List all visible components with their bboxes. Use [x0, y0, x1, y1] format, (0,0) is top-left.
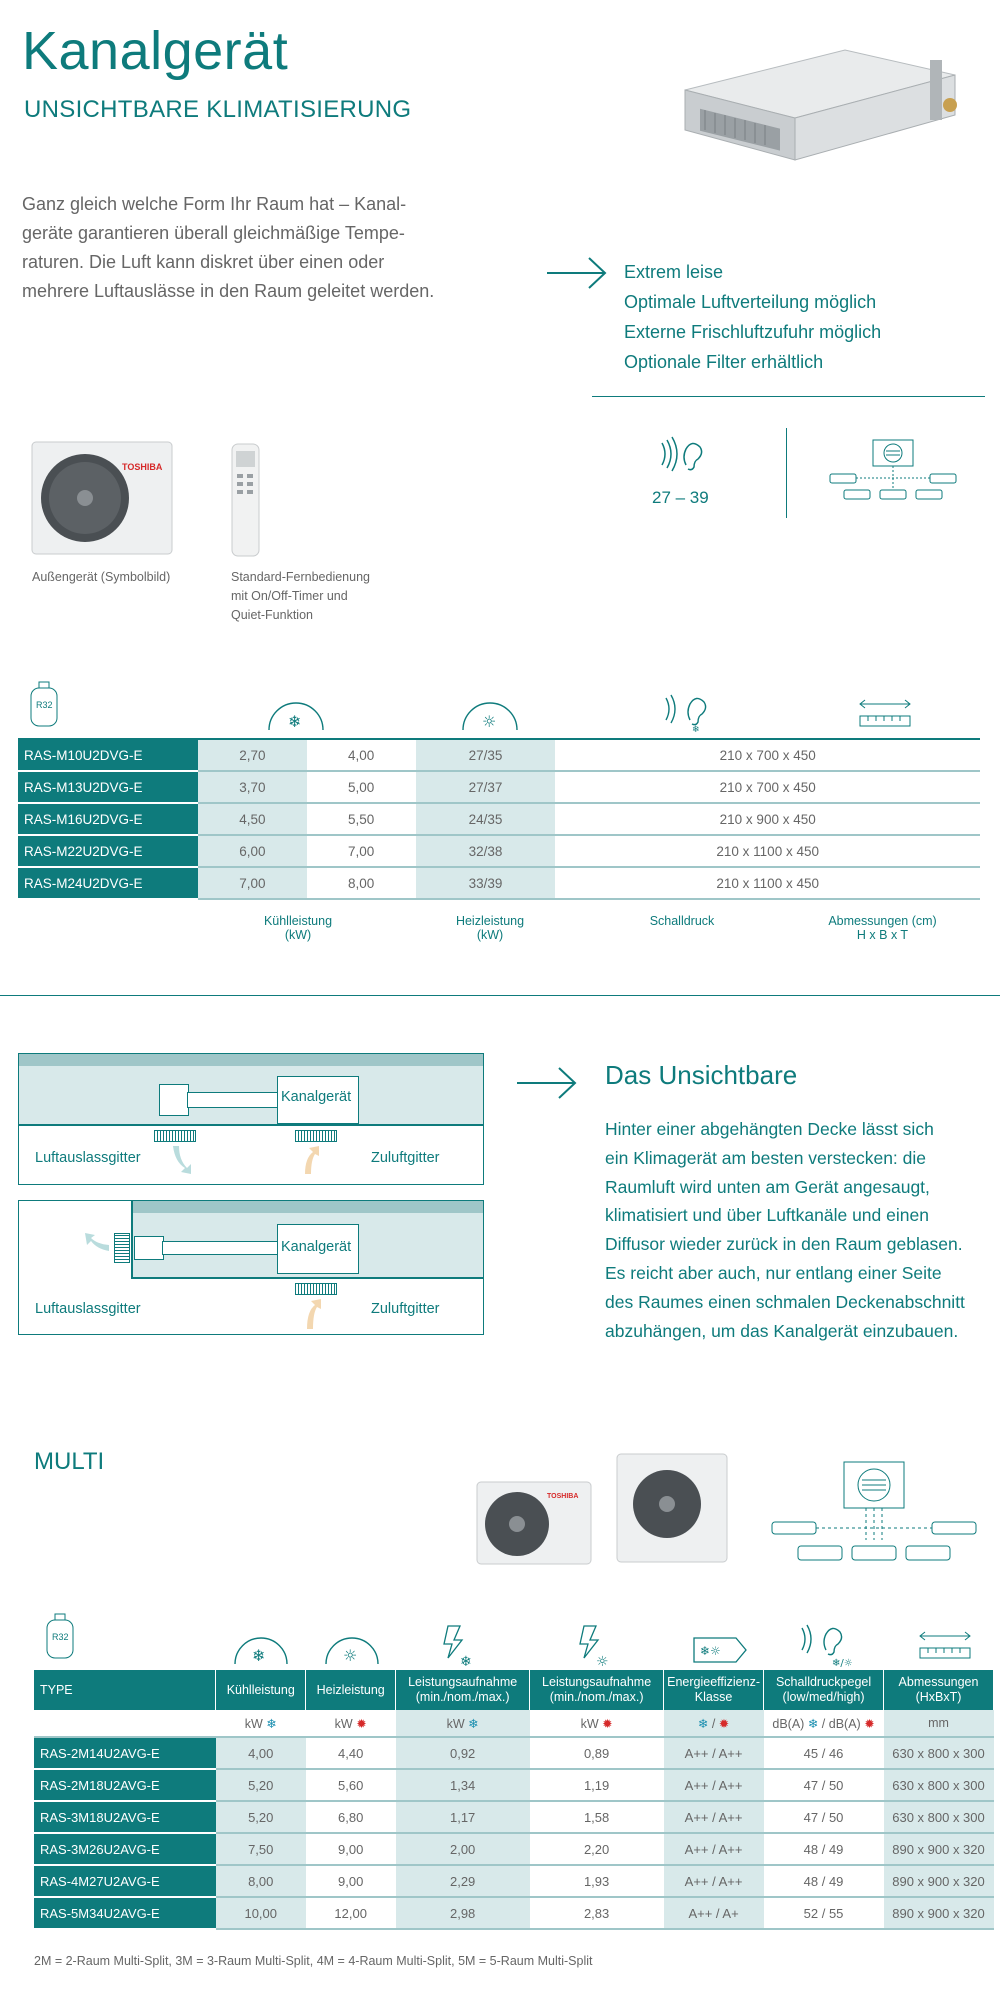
outdoor-unit-small-image	[475, 1478, 595, 1568]
cell-model: RAS-M10U2DVG-E	[18, 739, 198, 771]
cell-ph: 1,19	[530, 1769, 664, 1801]
refrigerant-label: R32	[52, 1632, 69, 1642]
section-divider	[0, 995, 1000, 996]
vertical-divider	[786, 428, 787, 518]
cell-dims: 210 x 1100 x 450	[555, 867, 980, 899]
feature-item: Externe Frischluftzufuhr möglich	[624, 322, 882, 342]
cell-dims: 210 x 700 x 450	[555, 739, 980, 771]
cell-ph: 2,83	[530, 1897, 664, 1929]
header-power-heating: Leistungsaufnahme (min./nom./max.)	[530, 1670, 664, 1710]
cell-cool: 5,20	[216, 1769, 306, 1801]
cell-dims: 890 x 900 x 320	[884, 1865, 994, 1897]
table-row	[18, 835, 980, 867]
cell-dims: 210 x 900 x 450	[555, 803, 980, 835]
svg-text:❄☼: ❄☼	[700, 1644, 721, 1658]
table-row	[34, 1737, 994, 1769]
multi-product-table	[34, 1670, 994, 1930]
cell-cool: 4,00	[216, 1737, 306, 1769]
cell-noise: 45 / 46	[764, 1737, 884, 1769]
cell-model: RAS-3M18U2AVG-E	[34, 1801, 216, 1833]
cell-model: RAS-M22U2DVG-E	[18, 835, 198, 867]
cell-heat: 7,00	[307, 835, 416, 867]
arrow-right-icon	[545, 255, 610, 291]
page-title: Kanalgerät	[22, 21, 289, 81]
cell-dims: 630 x 800 x 300	[884, 1801, 994, 1833]
air-out-arrow-icon	[169, 1144, 193, 1176]
cell-cool: 6,00	[198, 835, 307, 867]
header-type: TYPE	[34, 1670, 216, 1710]
cell-noise: 24/35	[416, 803, 556, 835]
header-power-cooling: Leistungsaufnahme (min./nom./max.)	[396, 1670, 530, 1710]
power-heating-icon	[576, 1624, 616, 1668]
unit-label: Kanalgerät	[281, 1089, 352, 1105]
svg-text:☼: ☼	[596, 1654, 609, 1668]
cell-pc: 2,29	[396, 1865, 530, 1897]
multi-split-distribution-icon	[770, 1460, 978, 1568]
cell-cool: 7,00	[198, 867, 307, 899]
cell-model: RAS-3M26U2AVG-E	[34, 1833, 216, 1865]
sound-ear-icon	[796, 1620, 856, 1668]
cell-model: RAS-4M27U2AVG-E	[34, 1865, 216, 1897]
units-row	[34, 1710, 994, 1737]
cell-noise: 52 / 55	[764, 1897, 884, 1929]
unit-power-cooling: kW ❄	[396, 1710, 530, 1737]
cell-model: RAS-M24U2DVG-E	[18, 867, 198, 899]
cell-pc: 1,34	[396, 1769, 530, 1801]
unit-heating: kW ✹	[306, 1710, 396, 1737]
table-row	[34, 1833, 994, 1865]
cell-pc: 0,92	[396, 1737, 530, 1769]
table-row	[34, 1897, 994, 1929]
cell-heat: 8,00	[307, 867, 416, 899]
column-label-noise: Schalldruck	[649, 914, 715, 928]
cell-heat: 5,60	[306, 1769, 396, 1801]
cell-heat: 12,00	[306, 1897, 396, 1929]
cell-model: RAS-M13U2DVG-E	[18, 771, 198, 803]
cell-model: RAS-5M34U2AVG-E	[34, 1897, 216, 1929]
cell-ph: 1,93	[530, 1865, 664, 1897]
cell-heat: 4,00	[307, 739, 416, 771]
table-row	[34, 1801, 994, 1833]
feature-item: Optionale Filter erhältlich	[624, 352, 824, 372]
cell-heat: 9,00	[306, 1833, 396, 1865]
outdoor-unit-large-image	[615, 1452, 729, 1564]
cell-heat: 4,40	[306, 1737, 396, 1769]
heating-gauge-icon	[323, 1632, 381, 1666]
cooling-gauge-icon	[266, 698, 326, 732]
cell-ph: 0,89	[530, 1737, 664, 1769]
cell-cool: 10,00	[216, 1897, 306, 1929]
cell-noise: 48 / 49	[764, 1865, 884, 1897]
svg-text:❄: ❄	[460, 1654, 472, 1668]
header-cooling: Kühlleistung	[216, 1670, 306, 1710]
cell-dims: 890 x 900 x 320	[884, 1833, 994, 1865]
header-dimensions: Abmessungen (HxBxT)	[884, 1670, 994, 1710]
unit-cooling: kW ❄	[216, 1710, 306, 1737]
cell-heat: 6,80	[306, 1801, 396, 1833]
noise-range: 27 – 39	[652, 488, 709, 507]
cell-ph: 1,58	[530, 1801, 664, 1833]
brand-logo: TOSHIBA	[122, 462, 163, 472]
table-row	[34, 1769, 994, 1801]
cell-model: RAS-2M18U2AVG-E	[34, 1769, 216, 1801]
energy-label-icon	[692, 1636, 748, 1664]
cell-cool: 4,50	[198, 803, 307, 835]
cell-model: RAS-2M14U2AVG-E	[34, 1737, 216, 1769]
table-row	[18, 803, 980, 835]
svg-text:❄: ❄	[252, 1646, 266, 1665]
cell-ph: 2,20	[530, 1833, 664, 1865]
inlet-label: Zuluftgitter	[371, 1301, 440, 1317]
cell-noise: 27/35	[416, 739, 556, 771]
installation-diagram-ceiling	[18, 1053, 484, 1185]
cell-dims: 210 x 1100 x 450	[555, 835, 980, 867]
intro-text: Ganz gleich welche Form Ihr Raum hat – Kanal- geräte garantieren überall gleichmäßige Tempe- raturen. Die Luft kann diskret über einen oder mehrere Luftauslässe in den Raum geleitet werden.	[22, 194, 435, 301]
cell-heat: 9,00	[306, 1865, 396, 1897]
column-label-heating: Heizleistung (kW)	[455, 914, 525, 942]
unit-power-heating: kW ✹	[530, 1710, 664, 1737]
product-table	[18, 738, 980, 900]
cell-pc: 2,00	[396, 1833, 530, 1865]
unit-dimensions: mm	[884, 1710, 994, 1737]
table-row	[18, 771, 980, 803]
feature-list	[624, 257, 881, 377]
table-row	[18, 867, 980, 899]
cell-dims: 630 x 800 x 300	[884, 1737, 994, 1769]
header-noise: Schalldruckpegel (low/med/high)	[764, 1670, 884, 1710]
installation-diagram-side	[18, 1200, 484, 1335]
outdoor-unit-caption: Außengerät (Symbolbild)	[32, 570, 171, 584]
refrigerant-bottle-icon	[44, 1612, 78, 1662]
dimensions-ruler-icon	[918, 1628, 972, 1662]
air-in-arrow-icon	[301, 1295, 325, 1331]
cell-cool: 5,20	[216, 1801, 306, 1833]
sound-ear-icon	[656, 435, 706, 473]
cell-cool: 3,70	[198, 771, 307, 803]
header-heating: Heizleistung	[306, 1670, 396, 1710]
refrigerant-label: R32	[36, 700, 53, 710]
air-out-arrow-icon	[81, 1231, 111, 1257]
cell-dims: 210 x 700 x 450	[555, 771, 980, 803]
divider	[592, 396, 985, 397]
cell-noise: 33/39	[416, 867, 556, 899]
cell-cool: 7,50	[216, 1833, 306, 1865]
footnote: 2M = 2-Raum Multi-Split, 3M = 3-Raum Multi-Split, 4M = 4-Raum Multi-Split, 5M = 5-Raum Multi-Split	[34, 1954, 593, 1968]
table-row	[18, 739, 980, 771]
dimensions-ruler-icon	[858, 696, 912, 730]
table-row	[34, 1865, 994, 1897]
outlet-label: Luftauslassgitter	[35, 1301, 141, 1317]
refrigerant-bottle-icon	[28, 680, 62, 730]
cell-noise: 47 / 50	[764, 1801, 884, 1833]
unit-label: Kanalgerät	[281, 1239, 352, 1255]
unit-energy: ❄ / ✹	[664, 1710, 764, 1737]
cell-pc: 2,98	[396, 1897, 530, 1929]
svg-text:☼: ☼	[343, 1646, 358, 1665]
cell-model: RAS-M16U2DVG-E	[18, 803, 198, 835]
cell-dims: 890 x 900 x 320	[884, 1897, 994, 1929]
cell-cool: 8,00	[216, 1865, 306, 1897]
page-subtitle: UNSICHTBARE KLIMATISIERUNG	[24, 96, 412, 123]
cell-eff: A++ / A++	[664, 1865, 764, 1897]
svg-text:❄: ❄	[692, 725, 700, 732]
cell-heat: 5,50	[307, 803, 416, 835]
cell-noise: 32/38	[416, 835, 556, 867]
cell-cool: 2,70	[198, 739, 307, 771]
remote-control-image	[230, 442, 262, 560]
header-energy-class: Energieeffizienz- Klasse	[664, 1670, 764, 1710]
section-text: Hinter einer abgehängten Decke lässt sich ein Klimagerät am besten verstecken: die Raumluft wird unten am Gerät angesaugt, klimatisiert und über Luftkanäle und einen Diffusor wieder zurück in den Raum geblasen. Es reicht aber auch, nur entlang einer Seite des Raumes einen schmalen Deckenabschnitt abzuhängen, um das Kanalgerät einzubauen.	[605, 1119, 965, 1341]
feature-item: Optimale Luftverteilung möglich	[624, 292, 877, 312]
section-title: Das Unsichtbare	[605, 1060, 798, 1090]
cell-eff: A++ / A++	[664, 1769, 764, 1801]
inlet-label: Zuluftgitter	[371, 1150, 440, 1166]
duct-distribution-icon	[828, 438, 958, 506]
cell-noise: 47 / 50	[764, 1769, 884, 1801]
outlet-label: Luftauslassgitter	[35, 1150, 141, 1166]
svg-text:❄: ❄	[288, 712, 302, 731]
cell-eff: A++ / A+	[664, 1897, 764, 1929]
arrow-right-icon	[515, 1065, 580, 1101]
ducted-unit-image	[665, 30, 965, 170]
column-label-dimensions: Abmessungen (cm) H x B x T	[828, 914, 937, 942]
sound-ear-icon	[660, 690, 710, 732]
multi-title: MULTI	[34, 1448, 105, 1475]
svg-text:☼: ☼	[482, 712, 497, 731]
cell-eff: A++ / A++	[664, 1801, 764, 1833]
cell-eff: A++ / A++	[664, 1737, 764, 1769]
feature-item: Extrem leise	[624, 262, 724, 282]
air-in-arrow-icon	[299, 1144, 323, 1176]
brand-logo: TOSHIBA	[547, 1493, 579, 1500]
cell-eff: A++ / A++	[664, 1833, 764, 1865]
svg-text:❄/☼: ❄/☼	[832, 1658, 853, 1668]
cell-noise: 48 / 49	[764, 1833, 884, 1865]
outdoor-unit-image	[30, 440, 175, 558]
power-cooling-icon	[440, 1624, 480, 1668]
cell-dims: 630 x 800 x 300	[884, 1769, 994, 1801]
cell-heat: 5,00	[307, 771, 416, 803]
heating-gauge-icon	[460, 698, 520, 732]
unit-noise: dB(A) ❄ / dB(A) ✹	[764, 1710, 884, 1737]
cooling-gauge-icon	[232, 1632, 290, 1666]
cell-noise: 27/37	[416, 771, 556, 803]
remote-caption: Standard-Fernbedienung mit On/Off-Timer und Quiet-Funktion	[231, 570, 370, 622]
cell-pc: 1,17	[396, 1801, 530, 1833]
column-label-cooling: Kühlleistung (kW)	[263, 914, 333, 942]
